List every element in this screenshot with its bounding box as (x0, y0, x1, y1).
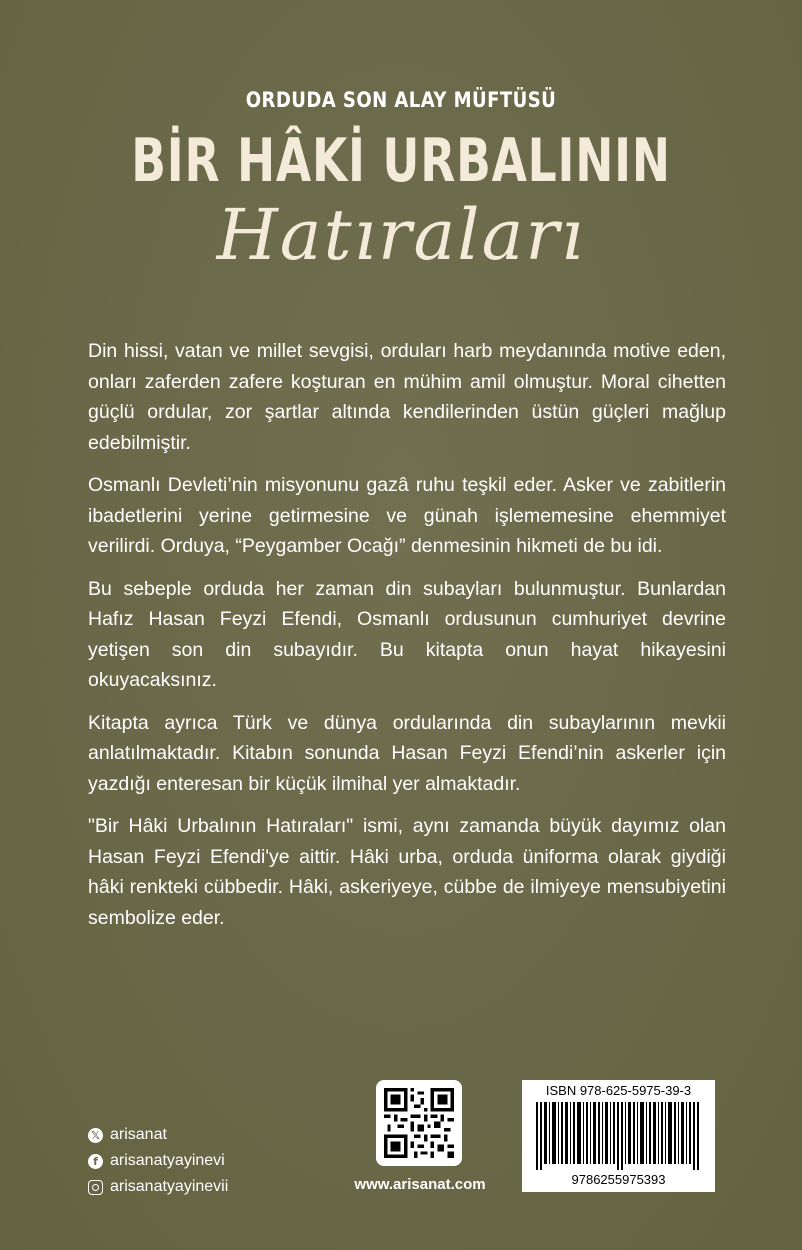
barcode-icon (536, 1102, 701, 1170)
blurb-paragraph: Bu sebeple orduda her zaman din subayları bulunmuştur. Bunlardan Hafız Hasan Feyzi Efendi, Osmanlı ordusunun cumhuriyet devrine yetişen son din subayıdır. Bu kitapta onun hayat hikayesini okuyacaksınız. (88, 577, 726, 691)
book-script-title: Hatıraları (216, 194, 586, 276)
social-instagram-handle: arisanatyayinevii (110, 1178, 229, 1195)
isbn-label: ISBN 978-625-5975-39-3 (545, 1083, 692, 1098)
instagram-icon (88, 1180, 103, 1195)
blurb (88, 336, 726, 945)
isbn-digits: 9786255975393 (571, 1172, 666, 1187)
blurb-paragraph: Kitapta ayrıca Türk ve dünya ordularında din subaylarının mevkii anlatılmaktadır. Kitabın sonunda Hasan Feyzi Efendi’nin askerler için yazdığı enteresan bir küçük ilmihal yer almaktadır. (88, 711, 726, 795)
blurb-paragraph: Din hissi, vatan ve millet sevgisi, orduları harb meydanında motive eden, onları zaferden zafere koşturan en mühim amil olmuştur. Moral cihetten güçlü ordular, zor şartlar altında kendilerinden üstün güçleri mağlup edebilmiştir. (88, 340, 726, 454)
isbn-barcode (522, 1080, 715, 1192)
social-links (88, 1122, 228, 1200)
qr-code-icon (384, 1088, 454, 1158)
social-x-handle: arisanat (110, 1126, 167, 1143)
website-link[interactable]: www.arisanat.com (354, 1176, 486, 1193)
book-title: BİR HÂKİ URBALININ (131, 126, 671, 196)
blurb-paragraph: Osmanlı Devleti’nin misyonunu gazâ ruhu teşkil eder. Asker ve zabitlerin ibadetlerini yerine getirmesine ve günah işlememesine ehemmiyet verilirdi. Orduya, “Peygamber Ocağı” denmesinin hikmeti de bu idi. (88, 474, 726, 557)
social-x[interactable] (88, 1122, 228, 1148)
x-icon: 𝕏 (88, 1128, 103, 1143)
social-instagram[interactable] (88, 1174, 228, 1200)
social-facebook-handle: arisanatyayinevi (110, 1152, 225, 1169)
qr-code[interactable] (376, 1080, 462, 1166)
blurb-paragraph: "Bir Hâki Urbalının Hatıraları" ismi, aynı zamanda büyük dayımız olan Hasan Feyzi Efendi'ye aittir. Hâki urba, orduda üniforma olarak giydiği hâki renkteki cübbedir. Hâki, askeriyeye, cübbe de ilmiyeye mensubiyetini sembolize eder. (88, 815, 726, 929)
book-supertitle: ORDUDA SON ALAY MÜFTÜSÜ (245, 88, 557, 112)
facebook-icon: f (88, 1154, 103, 1169)
social-facebook[interactable] (88, 1148, 228, 1174)
